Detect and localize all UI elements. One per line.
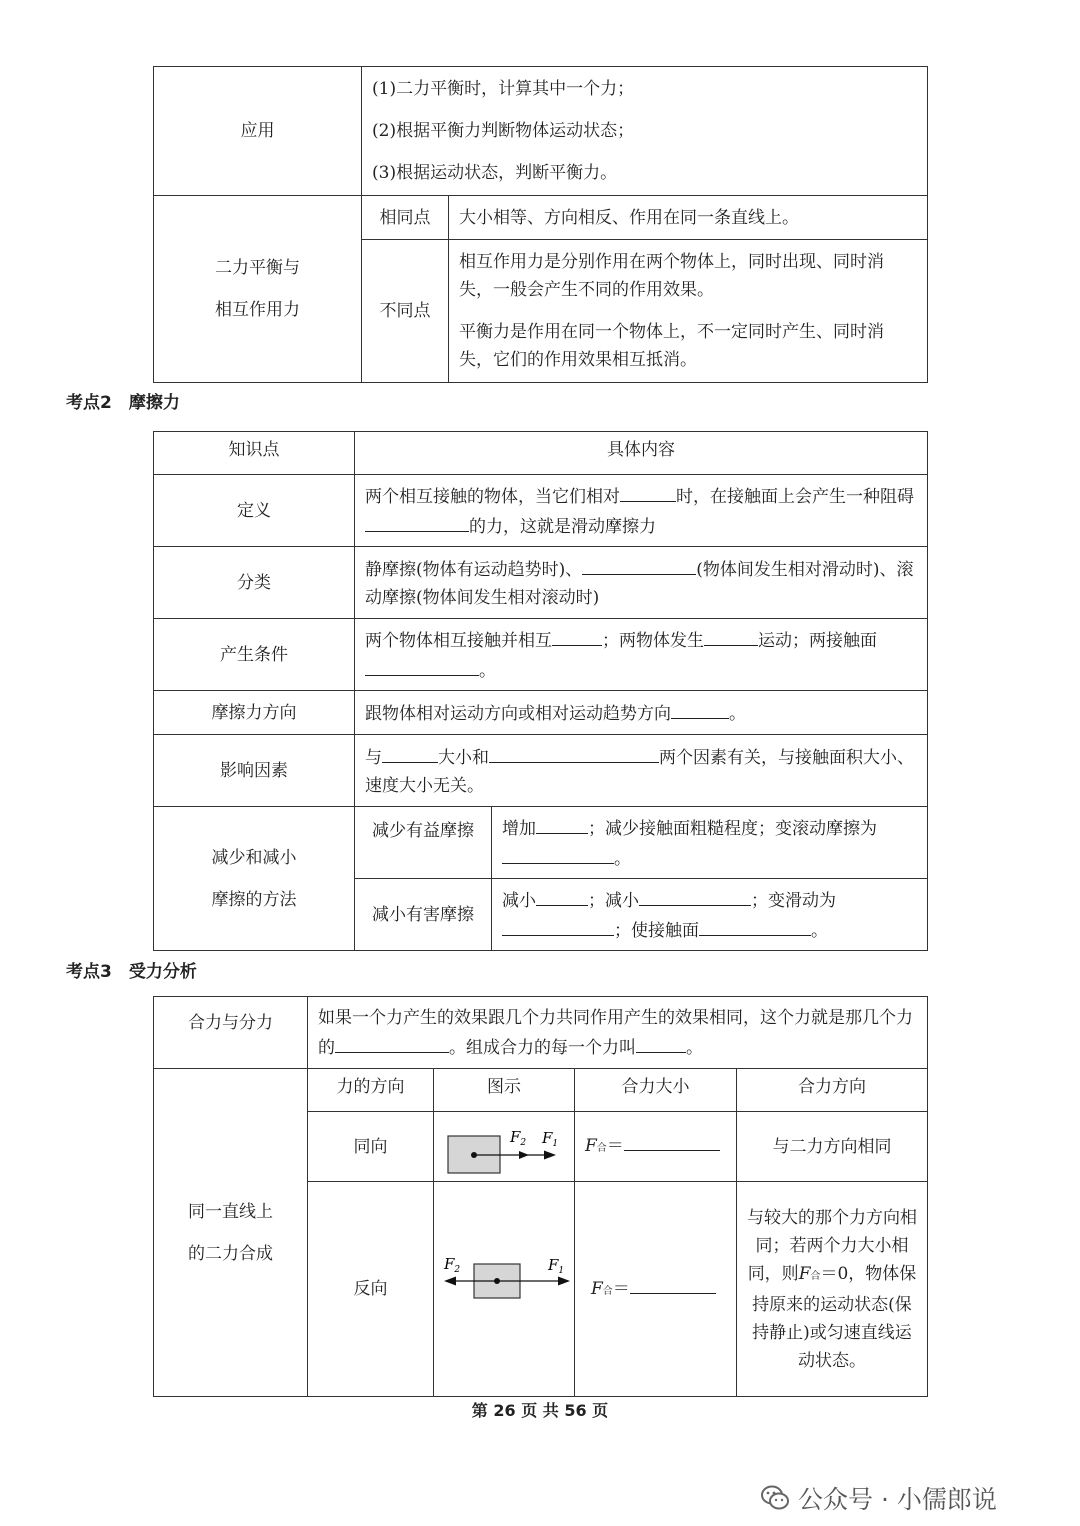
definition-text-a: 两个相互接触的物体，当它们相对 [365, 486, 620, 507]
increase-useful-text [492, 807, 928, 879]
f-resultant-subscript: 合 [602, 1285, 613, 1297]
arrowhead-icon [544, 1151, 556, 1160]
diff-point-label: 不同点 [362, 240, 449, 383]
resultant-text-c: 。 [686, 1037, 703, 1058]
blank [536, 885, 588, 906]
blank [582, 554, 696, 575]
blank [552, 625, 602, 646]
same-direction-label: 同向 [308, 1112, 434, 1182]
opposite-direction-label: 反向 [308, 1182, 434, 1397]
compare-label-line2: 相互作用力 [215, 300, 300, 320]
definition-text-c: 的力，这就是滑动摩擦力 [469, 516, 656, 537]
blank [704, 625, 758, 646]
application-content [362, 67, 928, 196]
blank [335, 1032, 449, 1053]
condition-text-d: 。 [479, 660, 496, 681]
arrowhead-icon [519, 1151, 529, 1159]
f-resultant-symbol: F [591, 1278, 603, 1299]
classification-text-b: (物体间发生相对滑动时)、滚动摩擦(物体间发生相对滚动时) [365, 559, 914, 608]
condition-text-c: 运动；两接触面 [758, 630, 877, 651]
opposite-direction-diagram [434, 1182, 575, 1396]
opposite-result-direction [737, 1182, 928, 1397]
increase-text-a: 增加 [502, 818, 536, 839]
same-magnitude-cell [575, 1112, 737, 1182]
col-content: 具体内容 [355, 432, 928, 475]
blank [489, 742, 659, 763]
application-label: 应用 [154, 67, 362, 196]
factors-text-c: 两个因素有关，与接触面积大小、速度大小无关。 [365, 747, 914, 796]
same-result-direction: 与二力方向相同 [737, 1112, 928, 1182]
blank [636, 1032, 686, 1053]
direction-label: 摩擦力方向 [154, 691, 355, 735]
direction-text-a: 跟物体相对运动方向或相对运动趋势方向 [365, 703, 671, 724]
f-resultant-subscript: 合 [810, 1270, 821, 1282]
factors-text-a: 与 [365, 747, 382, 768]
blank [382, 742, 438, 763]
arrowhead-icon [444, 1277, 456, 1286]
reduce-text-d: ；使接触面 [614, 920, 699, 941]
equals-sign: ＝ [606, 1136, 624, 1156]
classification-label: 分类 [154, 547, 355, 619]
classification-text-a: 静摩擦(物体有运动趋势时)、 [365, 559, 583, 580]
factors-text [355, 735, 928, 807]
collinear-label-line2: 的二力合成 [188, 1243, 273, 1264]
same-direction-diagram [434, 1112, 575, 1181]
reduce-text-a: 减小 [502, 890, 536, 911]
blank [365, 511, 469, 532]
blank [502, 843, 614, 864]
condition-text-b: ；两物体发生 [602, 630, 704, 651]
diff-point-text: 相互作用力是分别作用在两个物体上，同时出现、同时消失，一般会产生不同的作用效果。 [459, 252, 884, 300]
condition-text [355, 619, 928, 691]
direction-text-b: 。 [729, 703, 746, 724]
same-direction-figure [434, 1112, 575, 1182]
force-f1-label: $F_1$ [548, 1256, 565, 1276]
f-resultant-symbol: F [585, 1136, 597, 1156]
arrowhead-icon [558, 1277, 570, 1286]
resultant-text-b: 。组成合力的每一个力叫 [449, 1037, 636, 1058]
blank [365, 655, 479, 676]
blank [639, 885, 751, 906]
resultant-text-a: 如果一个力产生的效果跟几个力共同作用产生的效果相同，这个力就是那几个力的 [318, 1007, 913, 1058]
force-table [153, 996, 928, 1397]
definition-text [355, 475, 928, 547]
header-figure: 图示 [434, 1069, 575, 1112]
methods-label-line1: 减少和减小 [211, 847, 297, 868]
resultant-label: 合力与分力 [154, 997, 308, 1069]
watermark-text: 公众号 · 小儒郎说 [798, 1485, 997, 1514]
resultant-text [308, 997, 928, 1069]
opposite-result-b: ＝0，物体保持原来的运动状态(保持静止)或匀速直线运动状态。 [752, 1263, 917, 1371]
watermark [760, 1480, 997, 1516]
header-resultant-direction: 合力方向 [737, 1069, 928, 1112]
section2-heading: 考点2 摩擦力 [66, 393, 180, 413]
force-f2-label: $F_2$ [444, 1255, 461, 1275]
compare-label-line1: 二力平衡与 [215, 258, 300, 278]
condition-label: 产生条件 [154, 619, 355, 691]
wechat-icon [760, 1483, 790, 1513]
collinear-label [154, 1069, 308, 1397]
header-resultant-magnitude: 合力大小 [575, 1069, 737, 1112]
methods-label [154, 807, 355, 951]
blank [624, 1130, 720, 1151]
f-resultant-subscript: 合 [596, 1143, 607, 1154]
reduce-harmful-text [492, 879, 928, 951]
reduce-text-c: ；变滑动为 [751, 890, 836, 911]
application-item: (3)根据运动状态，判断平衡力。 [372, 163, 618, 183]
blank [536, 813, 588, 834]
compare-label [154, 196, 362, 383]
increase-text-b: ；减少接触面粗糙程度；变滚动摩擦为 [588, 818, 877, 839]
blank [671, 698, 729, 719]
application-item: (1)二力平衡时，计算其中一个力； [372, 79, 635, 99]
classification-text [355, 547, 928, 619]
section3-heading: 考点3 受力分析 [66, 962, 197, 982]
header-force-direction: 力的方向 [308, 1069, 434, 1112]
blank [630, 1273, 716, 1294]
factors-label: 影响因素 [154, 735, 355, 807]
reduce-text-e: 。 [811, 920, 828, 941]
factors-text-b: 大小和 [438, 747, 489, 768]
force-f2-label: $F_2$ [510, 1128, 527, 1148]
f-resultant-symbol: F [798, 1263, 811, 1284]
blank [699, 915, 811, 936]
opposite-magnitude-cell [575, 1182, 737, 1397]
blank [502, 915, 614, 936]
definition-text-b: 时，在接触面上会产生一种阻碍 [676, 486, 914, 507]
opposite-result-a: 与较大的那个力方向相同；若两个力大小相同，则 [747, 1207, 917, 1284]
diff-point-text: 平衡力是作用在同一个物体上，不一定同时产生、同时消失，它们的作用效果相互抵消。 [459, 322, 884, 370]
same-point-label: 相同点 [362, 196, 449, 240]
application-item: (2)根据平衡力判断物体运动状态； [372, 121, 635, 141]
increase-useful-label: 减少有益摩擦 [355, 807, 492, 879]
balance-table [153, 66, 928, 383]
equals-sign: ＝ [612, 1278, 630, 1299]
condition-text-a: 两个物体相互接触并相互 [365, 630, 552, 651]
definition-label: 定义 [154, 475, 355, 547]
blank [620, 481, 676, 502]
same-point-text: 大小相等、方向相反、作用在同一条直线上。 [449, 196, 928, 240]
reduce-harmful-label: 减小有害摩擦 [355, 879, 492, 951]
friction-table [153, 431, 928, 951]
direction-text [355, 691, 928, 735]
page-number: 第 26 页 共 56 页 [471, 1401, 609, 1420]
opposite-direction-figure [434, 1182, 575, 1397]
reduce-text-b: ；减小 [588, 890, 639, 911]
methods-label-line2: 摩擦的方法 [211, 889, 297, 910]
increase-text-c: 。 [614, 848, 631, 869]
diff-point-content [449, 240, 928, 383]
col-knowledge: 知识点 [154, 432, 355, 475]
collinear-label-line1: 同一直线上 [188, 1201, 273, 1222]
force-f1-label: $F_1$ [542, 1129, 559, 1149]
